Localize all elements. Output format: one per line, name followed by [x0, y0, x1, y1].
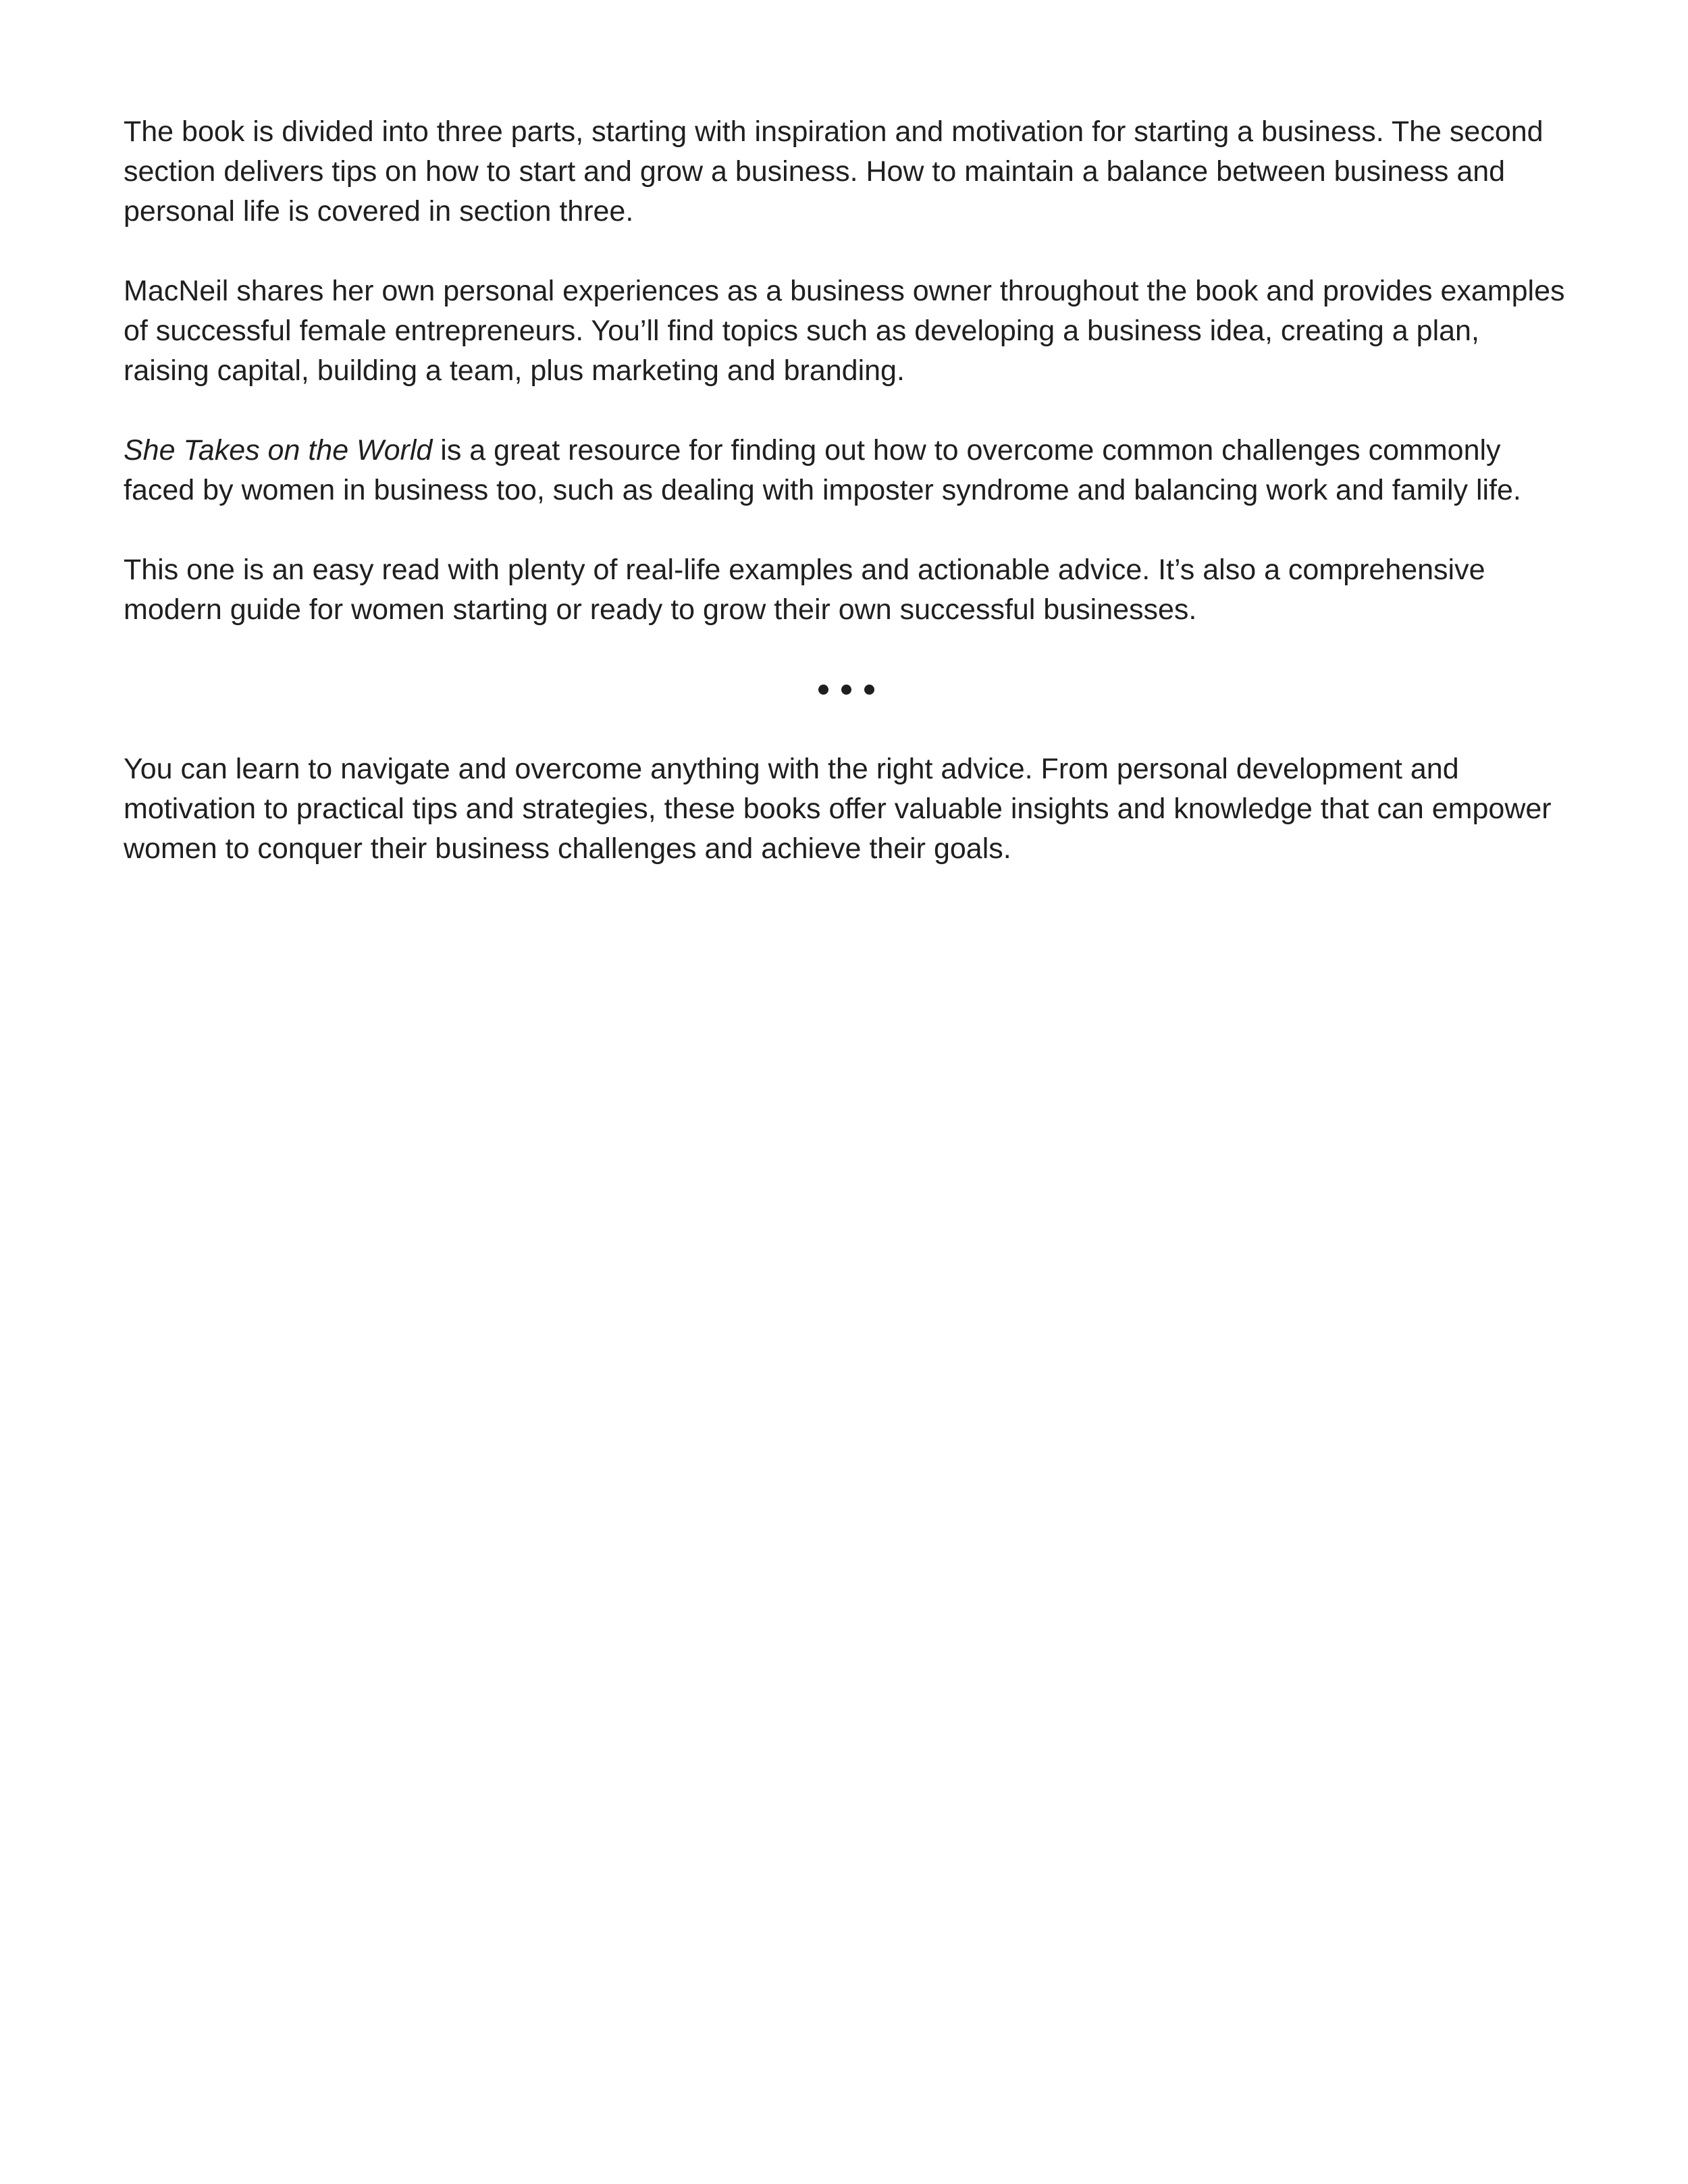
section-divider [124, 670, 1568, 710]
paragraph-text: MacNeil shares her own personal experiences as a business owner throughout the book and provides examples of successful female entrepreneurs. You’ll find topics such as developing a business idea, creating a plan, raising capital, building a team, plus marketing and branding. [124, 275, 1565, 387]
paragraph-book-resource [124, 431, 1568, 510]
divider-dot-icon [864, 685, 874, 695]
paragraph-text: The book is divided into three parts, starting with inspiration and motivation for starting a business. The second section delivers tips on how to start and grow a business. How to maintain a balance between business and personal life is covered in section three. [124, 115, 1544, 228]
paragraph-book-structure [124, 112, 1568, 232]
paragraph-text: This one is an easy read with plenty of real-life examples and actionable advice. It’s also a comprehensive modern guide for women starting or ready to grow their own successful businesses. [124, 554, 1485, 626]
paragraph-easy-read [124, 550, 1568, 630]
paragraph-author-experience [124, 271, 1568, 391]
paragraph-text: is a great resource for finding out how to overcome common challenges commonly faced by women in business too, such as dealing with imposter syndrome and balancing work and family life. [124, 434, 1521, 506]
document-body [124, 112, 1568, 909]
divider-dot-icon [818, 685, 828, 695]
paragraph-conclusion [124, 749, 1568, 869]
paragraph-text: You can learn to navigate and overcome anything with the right advice. From personal development and motivation to practical tips and strategies, these books offer valuable insights and knowledge that can empower women to conquer their business challenges and achieve their goals. [124, 753, 1552, 865]
divider-dot-icon [841, 685, 851, 695]
book-title: She Takes on the World [124, 434, 433, 467]
